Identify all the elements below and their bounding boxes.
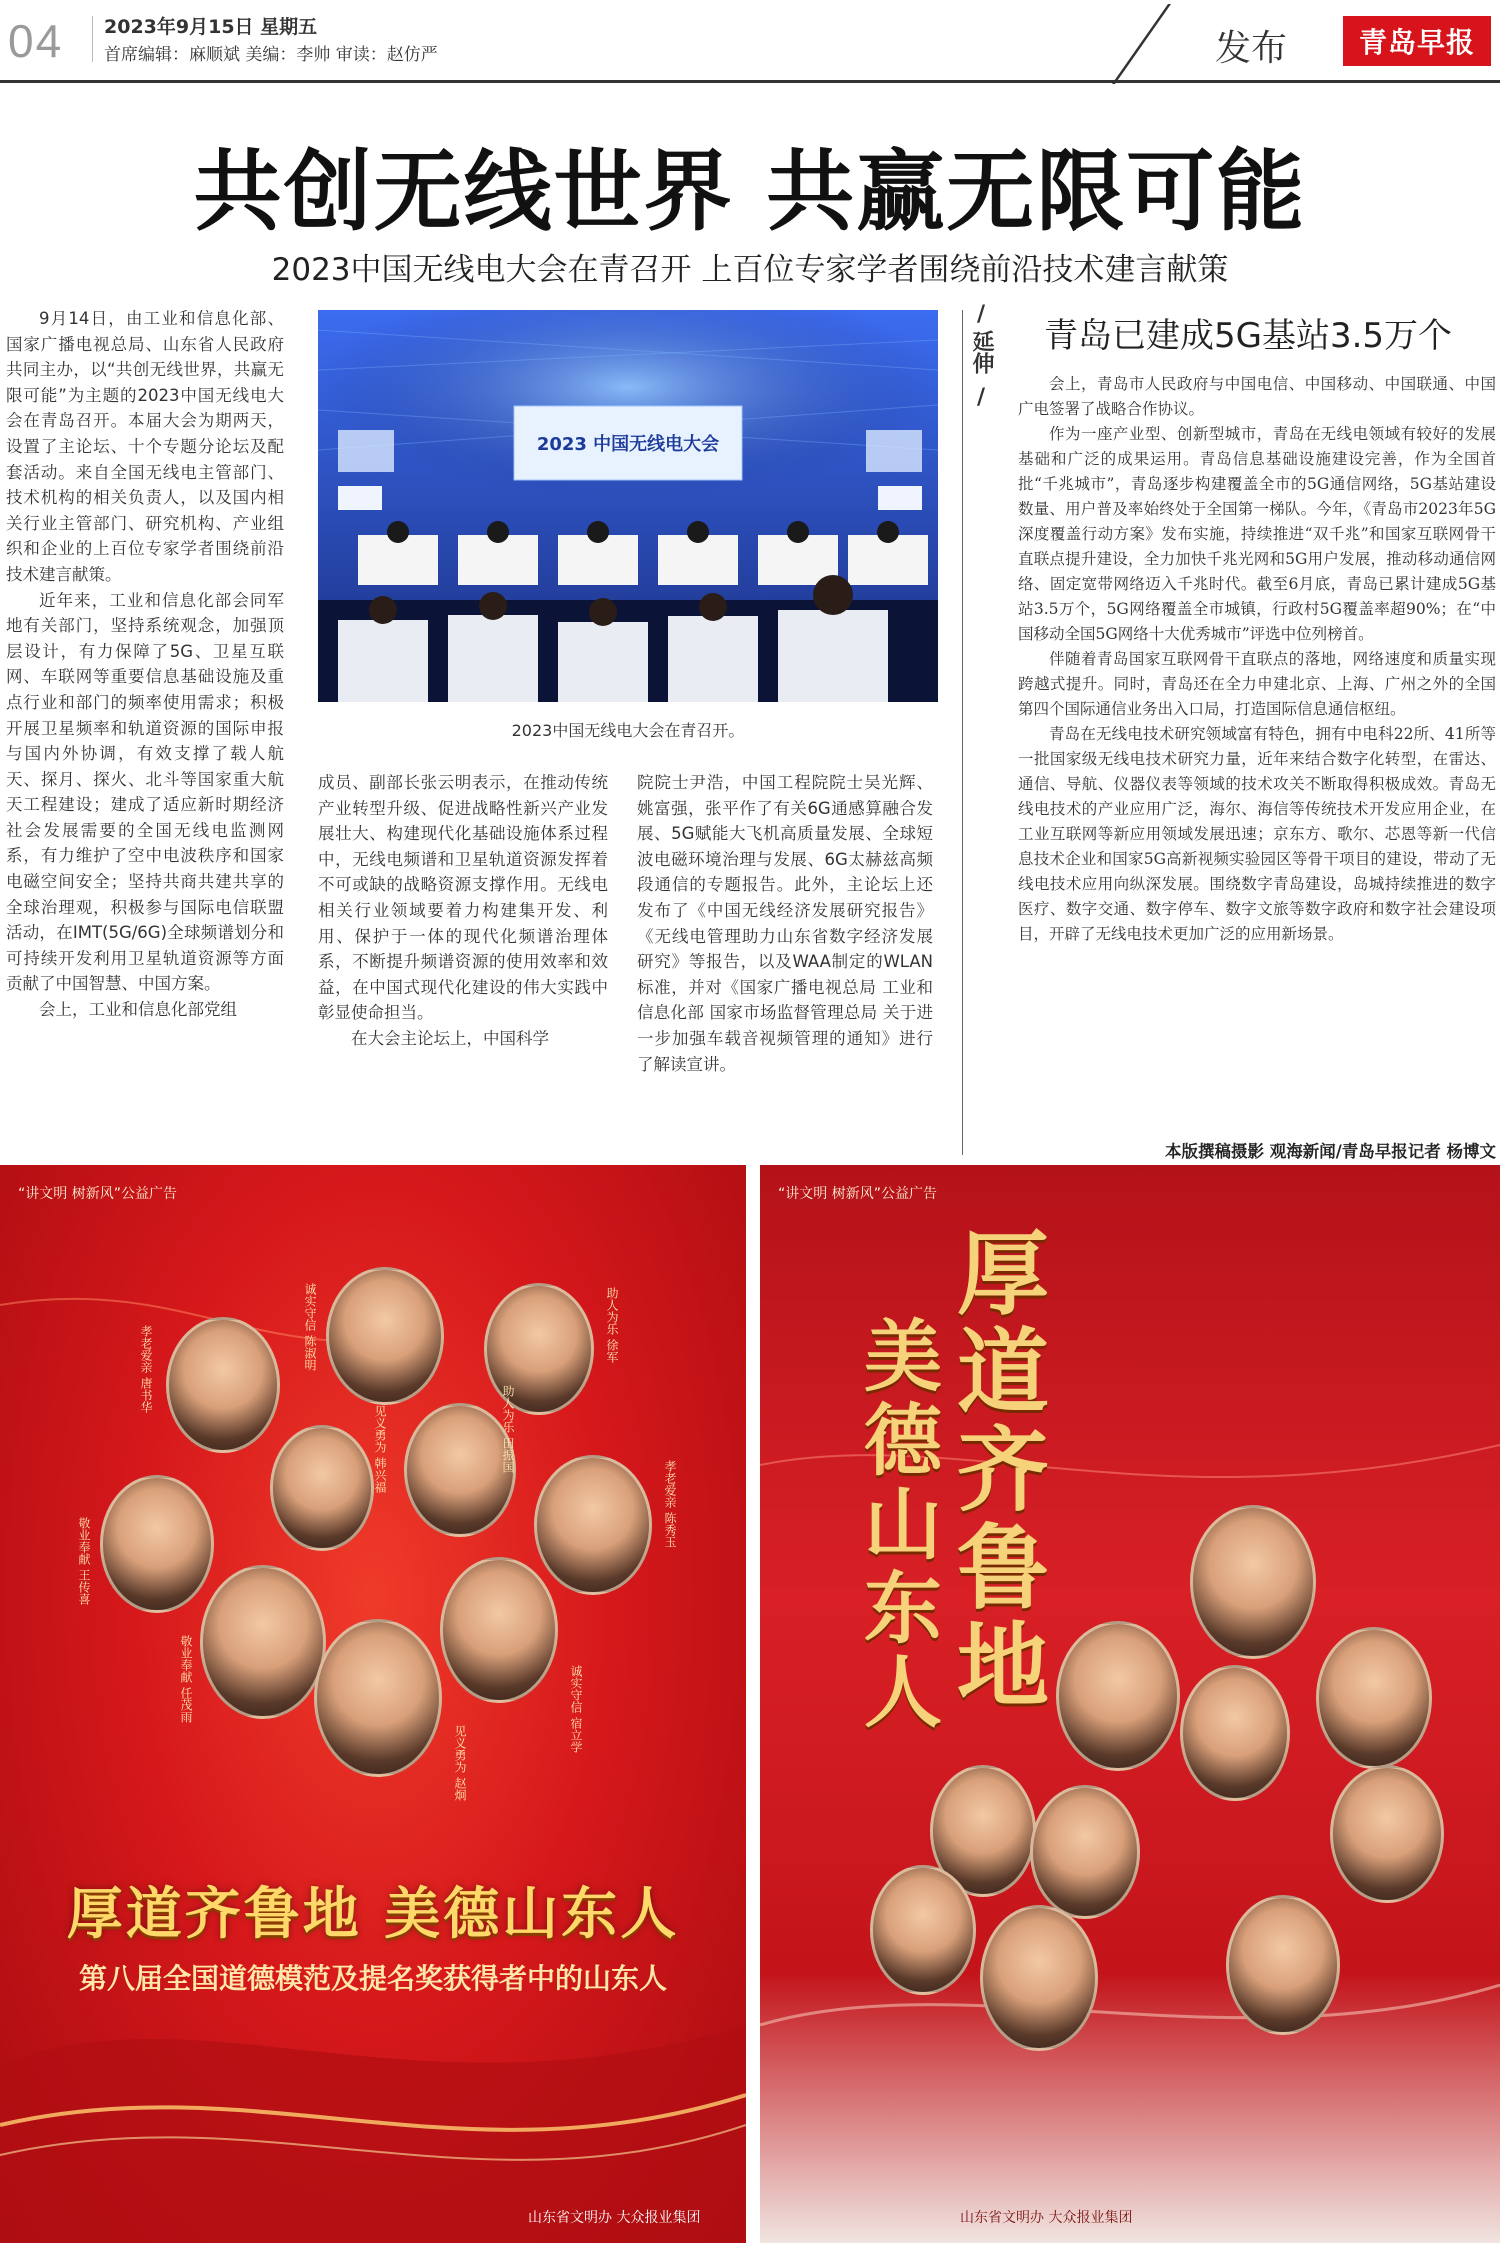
ad-right-title-line2: 美德山东人	[851, 1315, 942, 1735]
portrait	[870, 1865, 976, 1995]
portrait	[270, 1425, 374, 1551]
honoree-name: 助人为乐 徐军	[605, 1287, 619, 1363]
ad-left-title: 厚道齐鲁地 美德山东人	[66, 1881, 680, 1947]
conference-photo-illustration	[318, 310, 938, 702]
article-paragraph: 在大会主论坛上，中国科学	[351, 1028, 549, 1048]
portrait	[1316, 1627, 1432, 1769]
portrait	[440, 1557, 558, 1703]
honoree-name: 诚实守信 陈淑明	[303, 1283, 317, 1371]
public-service-ad-right	[760, 1165, 1500, 2243]
portrait	[326, 1267, 444, 1405]
photo-caption: 2023中国无线电大会在青召开。	[511, 721, 745, 740]
public-service-ad-left	[0, 1165, 746, 2243]
sidebar-paragraph: 青岛在无线电技术研究领域富有特色，拥有中电科22所、41所等一批国家级无线电技术研究力量，近年来结合数字化转型，在雷达、通信、导航、仪器仪表等领域的技术攻关不断取得积极成效。青岛无线电技术的产业应用广泛，海尔、海信等传统技术开发应用企业，在工业互联网等新应用领域发展迅速；京东方、歌尔、芯恩等新一代信息技术企业和国家5G高新视频实验园区等骨干项目的建设，带动了无线电技术应用向纵深发展。围绕数字青岛建设，岛城持续推进的数字医疗、数字交通、数字停车、数字文旅等数字政府和数字社会建设项目，开辟了无线电技术更加广泛的应用新场景。	[1018, 725, 1496, 943]
honoree-name: 孝老爱亲 陈秀玉	[663, 1460, 677, 1548]
honoree-name: 见义勇为 赵炯	[453, 1725, 467, 1801]
photo-credit: 本版撰稿摄影 观海新闻/青岛早报记者 杨博文	[1164, 1142, 1496, 1161]
article-paragraph: 成员、副部长张云明表示，在推动传统产业转型升级、促进战略性新兴产业发展壮大、构建现代化基础设施体系过程中，无线电频谱和卫星轨道资源发挥着不可或缺的战略资源支撑作用。无线电相关行业领域要着力构建集开发、利用、保护于一体的现代化频谱治理体系，不断提升频谱资源的使用效率和效益，在中国式现代化建设的伟大实践中彰显使命担当。	[318, 773, 608, 1023]
sidebar-paragraph: 会上，青岛市人民政府与中国电信、中国移动、中国联通、中国广电签署了战略合作协议。	[1018, 375, 1496, 418]
portrait	[1030, 1785, 1140, 1919]
ad-tag: “讲文明 树新风”公益广告	[778, 1186, 937, 1202]
portrait	[534, 1455, 652, 1595]
sidebar-divider	[962, 310, 963, 1155]
section-name: 发布	[1215, 28, 1288, 69]
article-paragraph: 会上，工业和信息化部党组	[39, 1000, 237, 1020]
honoree-name: 敬业奉献 王传喜	[77, 1517, 91, 1605]
ad-footer: 山东省文明办 大众报业集团	[960, 2210, 1133, 2226]
portrait	[1180, 1665, 1290, 1801]
honoree-name: 诚实守信 宿立学	[569, 1665, 583, 1753]
ad-tag: “讲文明 树新风”公益广告	[18, 1186, 177, 1202]
header-slant-line	[1112, 4, 1231, 84]
newspaper-logo: 青岛早报	[1343, 16, 1491, 66]
portrait	[1226, 1895, 1340, 2035]
portrait	[980, 1905, 1098, 2051]
portrait	[166, 1317, 280, 1453]
sidebar-paragraph: 作为一座产业型、创新型城市，青岛在无线电领域有较好的发展基础和广泛的成果运用。青岛信息基础设施建设完善，作为全国首批“千兆城市”，青岛逐步构建覆盖全市的5G通信网络，5G基站建设数量、用户普及率始终处于全国第一梯队。今年，《青岛市2023年5G深度覆盖行动方案》发布实施，持续推进“双千兆”和国家互联网骨干直联点提升建设，全力加快千兆光网和5G用户发展，推动移动通信网络、固定宽带网络迈入千兆时代。截至6月底，青岛已累计建成5G基站3.5万个，5G网络覆盖全市城镇，行政村5G覆盖率超90%；在“中国移动全国5G网络十大优秀城市”评选中位列榜首。	[1018, 425, 1496, 643]
page-number: 04	[8, 15, 64, 67]
headline: 共创无线世界 共赢无限可能	[193, 140, 1307, 243]
header-divider	[92, 16, 93, 62]
article-column-2	[318, 770, 608, 1052]
sidebar-paragraph: 伴随着青岛国家互联网骨干直联点的落地，网络速度和质量实现跨越式提升。同时，青岛还在全力申建北京、上海、广州之外的全国第四个国际通信业务出入口局，打造国际信息通信枢纽。	[1018, 650, 1496, 718]
article-paragraph: 9月14日，由工业和信息化部、国家广播电视总局、山东省人民政府共同主办，以“共创无线世界，共赢无限可能”为主题的2023中国无线电大会在青岛召开。本届大会为期两天，设置了主论坛、十个专题分论坛及配套活动。来自全国无线电主管部门、技术机构的相关负责人，以及国内相关行业主管部门、研究机构、产业组织和企业的上百位专家学者围绕前沿技术建言献策。	[6, 309, 284, 584]
conference-photo	[318, 310, 938, 702]
article-column-3	[637, 770, 933, 1077]
sidebar-label: / 延伸 /	[966, 300, 996, 413]
honoree-name: 助人为乐 田振国	[501, 1385, 515, 1473]
article-column-1	[6, 306, 284, 1023]
portrait	[314, 1619, 442, 1777]
honoree-name: 敬业奉献 任茂雨	[179, 1635, 193, 1723]
honoree-name: 见义勇为 韩兴福	[373, 1405, 387, 1493]
header-rule	[0, 80, 1500, 83]
sidebar-label-text: 延伸	[969, 330, 994, 374]
sidebar-body	[1018, 372, 1496, 947]
honoree-name: 孝老爱亲 唐书华	[139, 1325, 153, 1413]
portrait	[100, 1475, 214, 1613]
ad-footer: 山东省文明办 大众报业集团	[528, 2210, 701, 2226]
sidebar-title: 青岛已建成5G基站3.5万个	[1044, 316, 1453, 356]
portrait	[1056, 1621, 1180, 1771]
ad-left-subtitle: 第八届全国道德模范及提名奖获得者中的山东人	[78, 1962, 667, 1995]
portrait	[200, 1565, 326, 1719]
subheadline: 2023中国无线电大会在青召开 上百位专家学者围绕前沿技术建言献策	[271, 252, 1229, 288]
editor-credits: 首席编辑：麻顺斌 美编：李帅 审读：赵仿严	[104, 45, 438, 65]
article-paragraph: 院院士尹浩，中国工程院院士吴光辉、姚富强，张平作了有关6G通感算融合发展、5G赋能大飞机高质量发展、全球短波电磁环境治理与发展、6G太赫兹高频段通信的专题报告。此外，主论坛上还发布了《中国无线经济发展研究报告》《无线电管理助力山东省数字经济发展研究》等报告，以及WAA制定的WLAN标准，并对《国家广播电视总局 工业和信息化部 国家市场监督管理总局 关于进一步加强车载音视频管理的通知》进行了解读宣讲。	[637, 773, 933, 1074]
portrait	[1330, 1765, 1444, 1903]
photo-screen-text: 2023 中国无线电大会	[536, 434, 720, 455]
portrait	[1190, 1505, 1316, 1659]
ad-right-title-line1: 厚道齐鲁地	[942, 1225, 1050, 1715]
issue-date: 2023年9月15日 星期五	[104, 16, 318, 38]
article-paragraph: 近年来，工业和信息化部会同军地有关部门，坚持系统观念，加强顶层设计，有力保障了5G、卫星互联网、车联网等重要信息基础设施及重点行业和部门的频率使用需求；积极开展卫星频率和轨道资源的国际申报与国内外协调，有效支撑了载人航天、探月、探火、北斗等国家重大航天工程建设；建成了适应新时期经济社会发展需要的全国无线电监测网系，有力维护了空中电波秩序和国家电磁空间安全；坚持共商共建共享的全球治理观，积极参与国际电信联盟活动，在IMT(5G/6G)全球频谱划分和可持续开发利用卫星轨道资源等方面贡献了中国智慧、中国方案。	[6, 590, 284, 994]
